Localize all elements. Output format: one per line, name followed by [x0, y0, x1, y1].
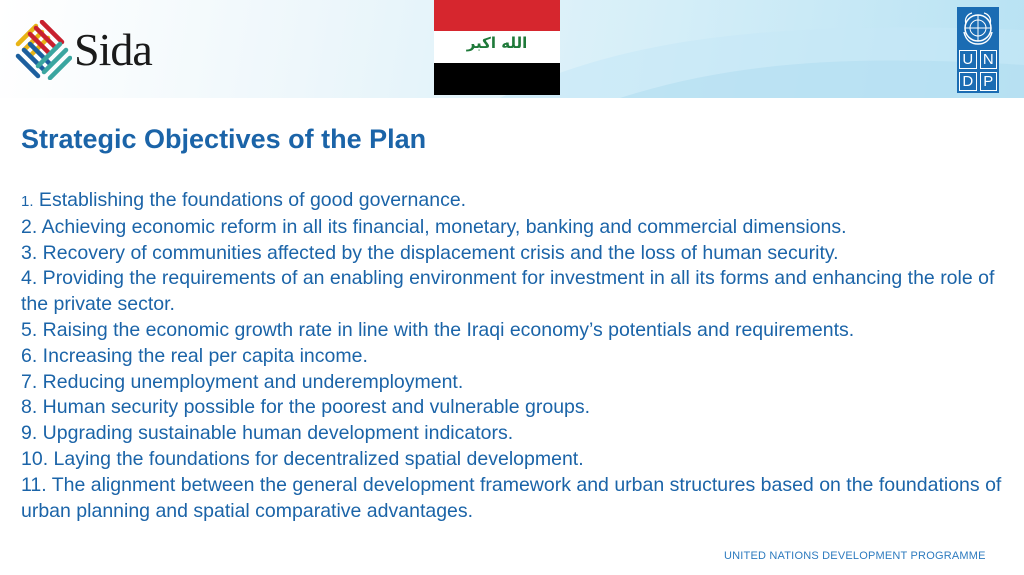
- objective-text: Reducing unemployment and underemployment.: [37, 370, 464, 393]
- objective-text: Upgrading sustainable human development indicators.: [37, 422, 514, 445]
- objective-number: 8.: [21, 396, 38, 419]
- objective-number: 9.: [21, 422, 38, 445]
- iraq-flag: [434, 0, 560, 95]
- footer-text: UNITED NATIONS DEVELOPMENT PROGRAMME: [724, 550, 986, 562]
- objective-text: Human security possible for the poorest and vulnerable groups.: [37, 396, 591, 419]
- objective-item: [21, 215, 1011, 241]
- objective-number: 3.: [21, 241, 38, 264]
- objective-item: [21, 370, 1011, 396]
- objective-item: [21, 344, 1011, 370]
- objective-text: The alignment between the general development framework and urban structures based on the foundations of urban planning and spatial comparative advantages.: [21, 473, 1002, 522]
- objective-number: 7.: [21, 370, 38, 393]
- header-banner: [0, 0, 1024, 98]
- objective-text: Increasing the real per capita income.: [37, 344, 368, 367]
- objective-number: 6.: [21, 344, 38, 367]
- objective-item: [21, 447, 1011, 473]
- objective-item: [21, 241, 1011, 267]
- sida-logo: [14, 20, 174, 80]
- objective-item: [21, 421, 1011, 447]
- objective-number: 1.: [21, 193, 34, 210]
- un-emblem-icon: [960, 10, 996, 46]
- flag-red-stripe: [434, 0, 560, 31]
- sida-wordmark: Sida: [74, 24, 152, 75]
- undp-letter: D: [959, 72, 977, 91]
- objective-item: [21, 188, 1011, 215]
- objective-item: [21, 395, 1011, 421]
- objective-text: Providing the requirements of an enabling environment for investment in all its forms and enhancing the role of the private sector.: [21, 267, 995, 316]
- objective-text: Establishing the foundations of good governance.: [33, 189, 467, 211]
- flag-takbir-text: الله اكبر: [466, 34, 528, 52]
- objective-number: 2.: [21, 215, 38, 238]
- undp-logo: [957, 7, 999, 93]
- undp-letter: U: [959, 50, 977, 69]
- objectives-list: [21, 188, 1011, 524]
- objective-text: Recovery of communities affected by the displacement crisis and the loss of human security.: [37, 241, 839, 264]
- objective-number: 4.: [21, 267, 38, 290]
- objective-text: Laying the foundations for decentralized spatial development.: [48, 447, 584, 470]
- objective-number: 11.: [21, 473, 47, 496]
- objective-item: [21, 266, 1011, 318]
- objective-item: [21, 318, 1011, 344]
- objective-item: [21, 473, 1011, 525]
- slide-title: Strategic Objectives of the Plan: [21, 124, 427, 154]
- undp-letter-grid: [959, 50, 997, 91]
- undp-letter: N: [980, 50, 998, 69]
- objective-number: 5.: [21, 318, 38, 341]
- undp-letter: P: [980, 72, 998, 91]
- flag-white-stripe: [434, 31, 560, 63]
- flag-black-stripe: [434, 63, 560, 95]
- objective-number: 10.: [21, 447, 49, 470]
- objective-text: Raising the economic growth rate in line with the Iraqi economy’s potentials and requirements.: [37, 318, 855, 341]
- sida-mark-icon: [14, 20, 72, 80]
- objective-text: Achieving economic reform in all its financial, monetary, banking and commercial dimensions.: [37, 215, 847, 238]
